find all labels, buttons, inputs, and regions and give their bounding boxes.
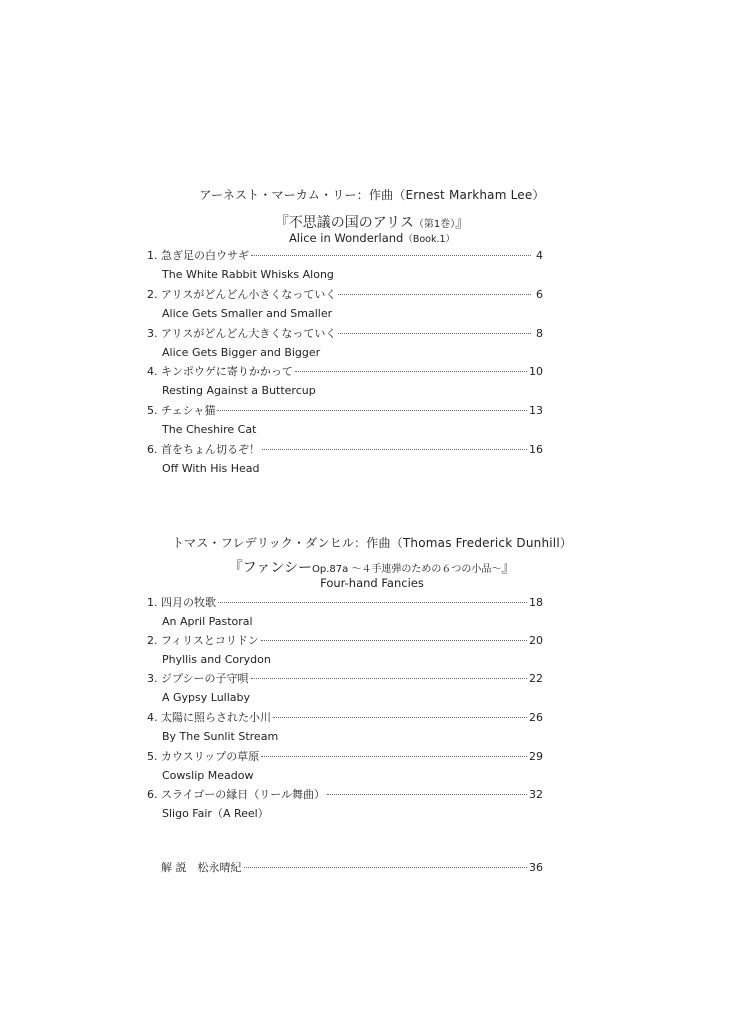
leader-dots <box>261 756 527 757</box>
composer-dunhill: トマス・フレデリック・ダンヒル：作曲（Thomas Frederick Dunhill） <box>171 536 573 550</box>
page-number: 20 <box>529 634 543 647</box>
entry-title-ja: 6. 首をちょん切るぞ！ <box>147 443 260 456</box>
entry-title-ja: 2. フィリスとコリドン <box>147 634 259 647</box>
page-number: 32 <box>529 788 543 801</box>
page-number: 6 <box>536 288 543 301</box>
leader-dots <box>218 602 527 603</box>
toc-entry[interactable] <box>147 365 543 398</box>
entry-title-en: Cowslip Meadow <box>162 769 254 782</box>
entry-title-ja: 5. チェシャ猫 <box>147 404 216 417</box>
work-title-fancies: 『ファンシーOp.87a ～４手連弾のための６つの小品～』 <box>228 560 516 576</box>
entry-title-en: Resting Against a Buttercup <box>162 384 316 397</box>
entry-title-en: Off With His Head <box>162 462 260 475</box>
entry-title-ja: 5. カウスリップの草原 <box>147 750 260 763</box>
leader-dots <box>217 410 527 411</box>
leader-dots <box>338 294 531 295</box>
entry-title-en: Alice Gets Smaller and Smaller <box>162 307 333 320</box>
toc-entry[interactable] <box>147 404 543 437</box>
leader-dots <box>273 717 527 718</box>
leader-dots <box>262 449 527 450</box>
leader-dots <box>261 640 527 641</box>
page-number: 29 <box>529 750 543 763</box>
page-number: 4 <box>536 249 543 262</box>
entry-title-ja: 4. 太陽に照らされた小川 <box>147 711 271 724</box>
entry-title-ja: 1. 急ぎ足の白ウサギ <box>147 249 249 262</box>
composer-lee: アーネスト・マーカム・リー：作曲（Ernest Markham Lee） <box>199 188 545 202</box>
work-subtitle-alice: Alice in Wonderland（Book.1） <box>288 231 456 245</box>
leader-dots <box>251 678 527 679</box>
page-number: 16 <box>529 443 543 456</box>
toc-entry[interactable] <box>147 711 543 744</box>
toc-entry[interactable] <box>147 634 543 667</box>
entry-title-en: A Gypsy Lullaby <box>162 691 251 704</box>
toc-entry[interactable] <box>147 788 543 821</box>
toc-entry[interactable] <box>147 249 543 282</box>
leader-dots <box>244 867 528 868</box>
work-subtitle-fancies: Four-hand Fancies <box>320 576 424 590</box>
toc-entry[interactable] <box>147 327 543 360</box>
entry-title-en: The Cheshire Cat <box>162 423 257 436</box>
entry-title-en: Sligo Fair（A Reel） <box>162 807 269 820</box>
toc-entry-notes[interactable] <box>161 861 543 875</box>
toc-entry[interactable] <box>147 750 543 783</box>
entry-title-ja: 1. 四月の牧歌 <box>147 596 216 609</box>
entry-title-ja: 4. キンポウゲに寄りかかって <box>147 365 293 378</box>
toc-entry[interactable] <box>147 596 543 629</box>
entry-title-ja: 6. スライゴーの縁日（リール舞曲） <box>147 788 326 801</box>
page-number: 36 <box>529 861 543 874</box>
leader-dots <box>327 794 527 795</box>
page-number: 18 <box>529 596 543 609</box>
toc-entry[interactable] <box>147 672 543 705</box>
leader-dots <box>251 255 531 256</box>
work-title-alice: 『不思議の国のアリス（第1巻）』 <box>274 215 470 231</box>
notes-label: 解 説 松永晴紀 <box>161 861 242 874</box>
entry-title-ja: 3. アリスがどんどん大きくなっていく <box>147 327 337 340</box>
entry-title-en: Phyllis and Corydon <box>162 653 271 666</box>
entry-title-ja: 2. アリスがどんどん小さくなっていく <box>147 288 337 301</box>
leader-dots <box>295 371 527 372</box>
toc-entry[interactable] <box>147 288 543 321</box>
page-number: 26 <box>529 711 543 724</box>
entry-title-en: The White Rabbit Whisks Along <box>162 268 334 281</box>
entry-title-en: By The Sunlit Stream <box>162 730 279 743</box>
entry-title-en: Alice Gets Bigger and Bigger <box>162 346 321 359</box>
entry-title-ja: 3. ジプシーの子守唄 <box>147 672 249 685</box>
toc-entry[interactable] <box>147 443 543 476</box>
page-number: 22 <box>529 672 543 685</box>
page-number: 13 <box>529 404 543 417</box>
leader-dots <box>338 333 531 334</box>
entry-title-en: An April Pastoral <box>162 615 253 628</box>
page-number: 8 <box>536 327 543 340</box>
page-number: 10 <box>529 365 543 378</box>
